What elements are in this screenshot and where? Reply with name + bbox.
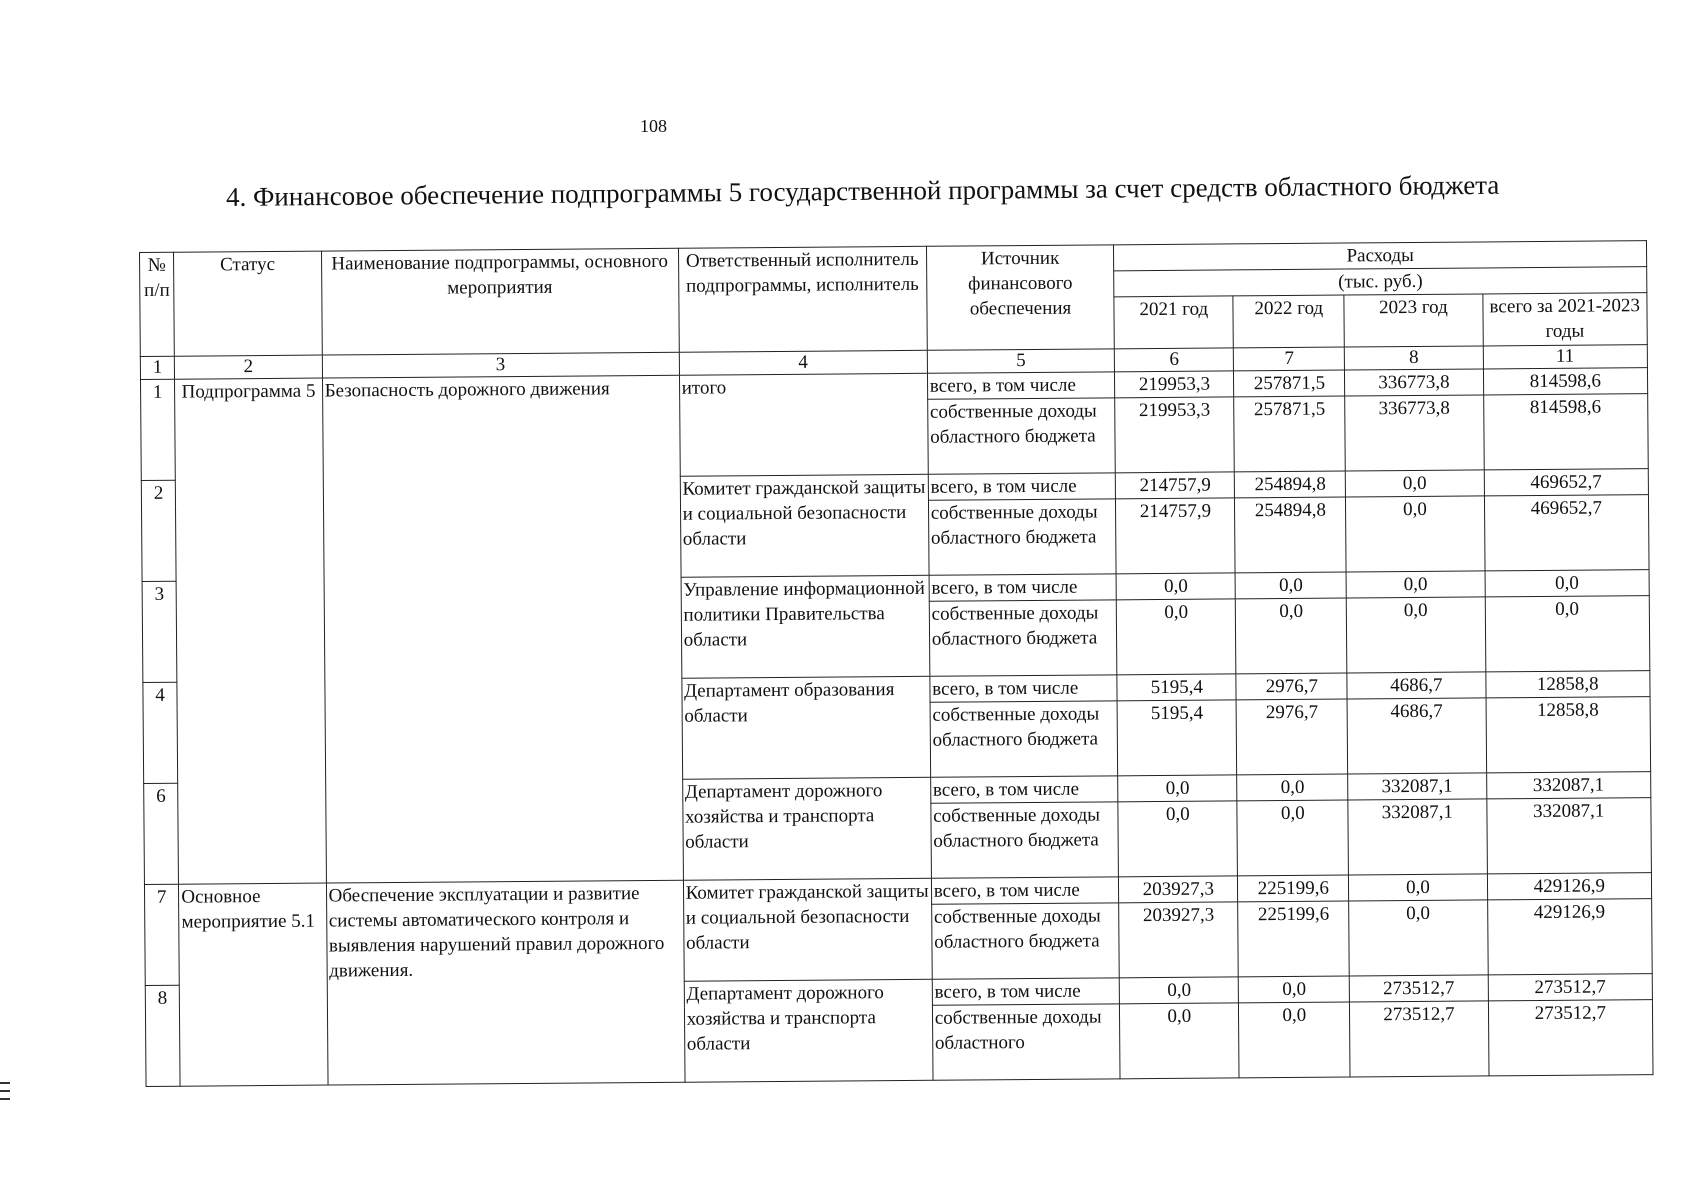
value-total: 12858,8 bbox=[1485, 671, 1650, 698]
value-2022: 254894,8 bbox=[1235, 471, 1346, 498]
value-2023: 336773,8 bbox=[1345, 369, 1483, 396]
value-2023: 4686,7 bbox=[1347, 672, 1485, 699]
value-2021: 5195,4 bbox=[1117, 674, 1236, 701]
status-cell: Подпрограмма 5 bbox=[175, 378, 326, 884]
value-2021: 0,0 bbox=[1120, 977, 1239, 1004]
value-2023: 273512,7 bbox=[1350, 1001, 1489, 1077]
value-total: 469652,7 bbox=[1484, 469, 1649, 496]
value-2021: 0,0 bbox=[1118, 775, 1237, 802]
header-year-2021: 2021 год bbox=[1114, 296, 1233, 349]
value-total: 12858,8 bbox=[1486, 697, 1651, 773]
column-number: 7 bbox=[1234, 347, 1345, 371]
document-title: 4. Финансовое обеспечение подпрограммы 5 государственной программы за счет средств областного бюджета bbox=[225, 169, 1500, 212]
value-2021: 5195,4 bbox=[1117, 700, 1237, 776]
scan-edge-mark bbox=[0, 1098, 10, 1100]
value-2023: 0,0 bbox=[1346, 571, 1484, 598]
value-2023: 273512,7 bbox=[1350, 975, 1488, 1002]
responsible-cell: Департамент образования области bbox=[681, 676, 930, 779]
value-2022: 254894,8 bbox=[1235, 497, 1347, 573]
scan-edge-mark bbox=[0, 1090, 10, 1092]
measure-name-cell: Обеспечение эксплуатации и развитие системы автоматического контроля и выявления нарушений правил дорожного движения. bbox=[326, 880, 685, 1085]
value-2023: 4686,7 bbox=[1347, 698, 1486, 774]
value-2021: 0,0 bbox=[1116, 573, 1235, 600]
header-name: Наименование подпрограммы, основного мероприятия bbox=[321, 248, 679, 355]
value-2021: 203927,3 bbox=[1119, 876, 1238, 903]
header-units: (тыс. руб.) bbox=[1114, 267, 1647, 297]
source-own-cell: собственные доходы областного бюджета bbox=[931, 903, 1119, 979]
value-2021: 214757,9 bbox=[1116, 498, 1236, 574]
row-number: 6 bbox=[144, 783, 179, 884]
value-2022: 2976,7 bbox=[1236, 673, 1347, 700]
responsible-cell: Департамент дорожного хозяйства и транспорта области bbox=[682, 777, 931, 880]
source-own-cell: собственные доходы областного бюджета bbox=[931, 802, 1119, 878]
value-2023: 0,0 bbox=[1346, 470, 1484, 497]
value-2021: 214757,9 bbox=[1116, 472, 1235, 499]
value-total: 332087,1 bbox=[1486, 798, 1651, 874]
value-2022: 257871,5 bbox=[1234, 370, 1345, 397]
column-number: 8 bbox=[1345, 346, 1483, 370]
source-own-cell: собственные доходы областного бюджета bbox=[929, 600, 1117, 676]
header-year-2023: 2023 год bbox=[1344, 294, 1483, 347]
row-number: 2 bbox=[141, 480, 176, 581]
responsible-cell: Комитет гражданской защиты и социальной безопасности области bbox=[683, 878, 932, 981]
source-total-cell: всего, в том числе bbox=[928, 473, 1116, 500]
source-own-cell: собственные доходы областного бюджета bbox=[930, 701, 1118, 777]
column-number: 2 bbox=[175, 355, 322, 379]
page-number: 108 bbox=[640, 116, 667, 136]
row-number: 1 bbox=[141, 379, 176, 480]
finance-table-wrapper bbox=[139, 240, 1654, 1087]
value-2021: 219953,3 bbox=[1115, 397, 1235, 473]
value-total: 814598,6 bbox=[1483, 368, 1648, 395]
value-2021: 0,0 bbox=[1118, 801, 1238, 877]
header-expenses: Расходы bbox=[1114, 241, 1647, 271]
value-total: 332087,1 bbox=[1486, 772, 1651, 799]
value-2022: 0,0 bbox=[1237, 800, 1349, 876]
header-responsible: Ответственный исполнитель подпрограммы, исполнитель bbox=[678, 246, 927, 352]
value-2022: 257871,5 bbox=[1234, 396, 1346, 472]
source-total-cell: всего, в том числе bbox=[927, 372, 1115, 399]
column-number: 5 bbox=[927, 349, 1115, 373]
value-2022: 0,0 bbox=[1239, 976, 1350, 1003]
value-2023: 332087,1 bbox=[1348, 799, 1487, 875]
source-total-cell: всего, в том числе bbox=[932, 978, 1120, 1005]
source-total-cell: всего, в том числе bbox=[931, 877, 1119, 904]
value-total: 429126,9 bbox=[1487, 873, 1652, 900]
header-year-2022: 2022 год bbox=[1233, 295, 1344, 348]
header-source: Источник финансового обеспечения bbox=[926, 245, 1114, 350]
column-number: 4 bbox=[679, 350, 927, 375]
row-number: 3 bbox=[142, 581, 177, 682]
value-2023: 0,0 bbox=[1349, 874, 1487, 901]
column-number: 6 bbox=[1115, 348, 1234, 372]
value-2022: 0,0 bbox=[1235, 572, 1346, 599]
source-total-cell: всего, в том числе bbox=[929, 574, 1117, 601]
value-total: 0,0 bbox=[1485, 570, 1650, 597]
source-own-cell: собственные доходы областного бюджета bbox=[927, 398, 1115, 474]
value-2023: 332087,1 bbox=[1348, 773, 1486, 800]
value-total: 273512,7 bbox=[1488, 974, 1653, 1001]
value-2022: 0,0 bbox=[1236, 598, 1348, 674]
column-number: 1 bbox=[140, 356, 174, 379]
source-own-cell: собственные доходы областного бюджета bbox=[928, 499, 1116, 575]
responsible-cell: Департамент дорожного хозяйства и транспорта области bbox=[684, 979, 933, 1082]
value-2021: 219953,3 bbox=[1115, 371, 1234, 398]
header-status: Статус bbox=[174, 251, 322, 356]
finance-table bbox=[139, 240, 1654, 1087]
scan-edge-mark bbox=[0, 1082, 10, 1084]
column-number: 3 bbox=[322, 352, 679, 378]
value-total: 429126,9 bbox=[1487, 899, 1652, 975]
responsible-cell: итого bbox=[679, 373, 928, 476]
row-number: 8 bbox=[145, 985, 180, 1086]
row-number: 4 bbox=[143, 682, 178, 783]
source-total-cell: всего, в том числе bbox=[930, 776, 1118, 803]
status-cell: Основное мероприятие 5.1 bbox=[179, 883, 328, 1086]
source-own-cell: собственные доходы областного bbox=[932, 1004, 1120, 1080]
value-total: 273512,7 bbox=[1488, 1000, 1653, 1076]
value-2022: 0,0 bbox=[1239, 1002, 1351, 1078]
value-2022: 0,0 bbox=[1237, 774, 1348, 801]
value-2023: 0,0 bbox=[1347, 597, 1486, 673]
value-total: 469652,7 bbox=[1484, 495, 1649, 571]
value-2022: 225199,6 bbox=[1238, 901, 1350, 977]
value-total: 0,0 bbox=[1485, 596, 1650, 672]
value-2021: 0,0 bbox=[1117, 599, 1237, 675]
value-2022: 2976,7 bbox=[1236, 699, 1348, 775]
value-total: 814598,6 bbox=[1483, 394, 1648, 470]
value-2021: 0,0 bbox=[1120, 1003, 1240, 1079]
responsible-cell: Комитет гражданской защиты и социальной безопасности области bbox=[680, 474, 929, 577]
value-2023: 336773,8 bbox=[1345, 395, 1484, 471]
source-total-cell: всего, в том числе bbox=[930, 675, 1118, 702]
responsible-cell: Управление информационной политики Правительства области bbox=[681, 575, 930, 678]
value-2023: 0,0 bbox=[1346, 496, 1485, 572]
measure-name-cell: Безопасность дорожного движения bbox=[322, 375, 683, 883]
value-2021: 203927,3 bbox=[1119, 902, 1239, 978]
row-number: 7 bbox=[144, 884, 179, 985]
header-total: всего за 2021-2023 годы bbox=[1482, 293, 1647, 346]
value-2022: 225199,6 bbox=[1238, 875, 1349, 902]
header-num: № п/п bbox=[140, 252, 175, 356]
column-number: 11 bbox=[1483, 345, 1648, 369]
value-2023: 0,0 bbox=[1349, 900, 1488, 976]
